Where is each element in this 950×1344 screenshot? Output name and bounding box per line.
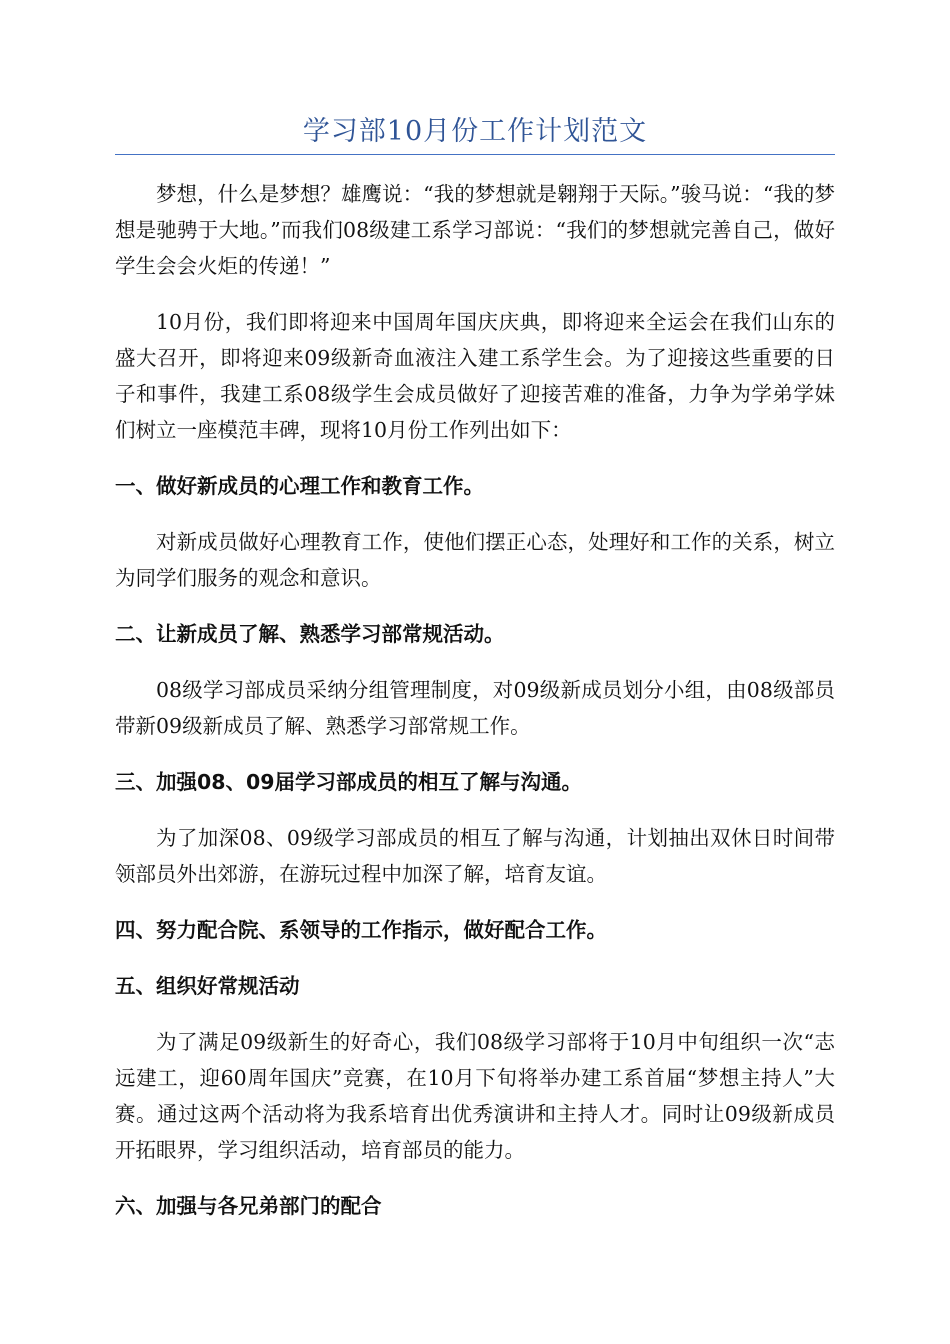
section-heading-4: 四、努力配合院、系领导的工作指示，做好配合工作。 [115,918,607,942]
paragraph-section-1: 对新成员做好心理教育工作，使他们摆正心态，处理好和工作的关系，树立为同学们服务的观念和意识。 [115,530,835,590]
document-body [115,176,835,1244]
section-heading-1: 一、做好新成员的心理工作和教育工作。 [115,474,484,498]
section-heading-5: 五、组织好常规活动 [115,974,300,998]
paragraph-october-overview: 10月份，我们即将迎来中国周年国庆庆典，即将迎来全运会在我们山东的盛大召开，即将迎来09级新奇血液注入建工系学生会。为了迎接这些重要的日子和事件，我建工系08级学生会成员做好了迎接苦难的准备，力争为学弟学妹们树立一座模范丰碑，现将10月份工作列出如下： [115,310,835,442]
paragraph-section-3: 为了加深08、09级学习部成员的相互了解与沟通，计划抽出双休日时间带领部员外出郊游，在游玩过程中加深了解，培育友谊。 [115,826,835,886]
paragraph-section-5: 为了满足09级新生的好奇心，我们08级学习部将于10月中旬组织一次“志远建工，迎60周年国庆”竞赛，在10月下旬将举办建工系首届“梦想主持人”大赛。通过这两个活动将为我系培育出优秀演讲和主持人才。同时让09级新成员开拓眼界，学习组织活动，培育部员的能力。 [115,1030,835,1162]
paragraph-intro: 梦想，什么是梦想？雄鹰说：“我的梦想就是翱翔于天际。”骏马说：“我的梦想是驰骋于大地。”而我们08级建工系学习部说：“我们的梦想就完善自己，做好学生会会火炬的传递！” [115,182,835,278]
document-title: 学习部10月份工作计划范文 [302,116,648,147]
section-heading-3: 三、加强08、09届学习部成员的相互了解与沟通。 [115,770,583,794]
title-underline [115,154,835,155]
section-heading-2: 二、让新成员了解、熟悉学习部常规活动。 [115,622,505,646]
paragraph-section-2: 08级学习部成员采纳分组管理制度，对09级新成员划分小组，由08级部员带新09级新成员了解、熟悉学习部常规工作。 [115,678,835,738]
section-heading-6: 六、加强与各兄弟部门的配合 [115,1194,382,1218]
